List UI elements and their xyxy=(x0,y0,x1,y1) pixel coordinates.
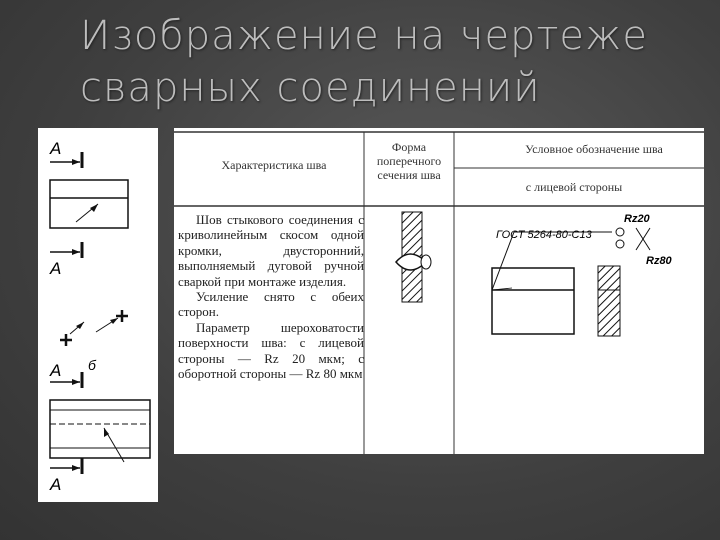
weld-symbol-drawing xyxy=(492,213,673,336)
title-line-2: сварных соединений xyxy=(80,65,541,111)
roughness-back: Rz80 xyxy=(646,255,672,267)
weld-views-drawing xyxy=(38,128,158,502)
view-label: б xyxy=(88,357,96,373)
description-para-2: Усиление снято с обеих сторон. xyxy=(178,289,364,320)
weld-designation: ГОСТ 5264-80-С13 xyxy=(496,229,592,241)
col3-subheader: с лицевой стороны xyxy=(525,180,623,194)
title-line-1: Изображение на чертеже xyxy=(80,13,648,59)
col3-header: Условное обозначение шва xyxy=(525,142,663,156)
section-label-bottom: А xyxy=(50,475,62,494)
weld-table xyxy=(174,128,704,454)
cross-section-shape xyxy=(396,212,431,302)
weld-views-svg xyxy=(38,128,158,502)
description-para-3: Параметр шероховатости поверхности шва: с лицевой стороны — Rz 20 мкм; с оборотной стороны — Rz 80 мкм xyxy=(178,319,364,382)
col1-header: Характеристика шва xyxy=(221,158,327,172)
description-para-1: Шов стыкового соединения с криволинейным скосом одной кромки, двусторонний, выполняемый дуговой ручной сваркой при монтаже изделия. xyxy=(178,212,364,289)
slide-title xyxy=(80,10,700,114)
section-label-lower: А xyxy=(50,361,62,380)
section-label-mid: А xyxy=(50,259,62,278)
section-label-top: А xyxy=(50,139,62,158)
roughness-face: Rz20 xyxy=(624,213,650,225)
weld-description xyxy=(178,212,364,381)
col2-header: Форма поперечного сечения шва xyxy=(376,140,442,182)
